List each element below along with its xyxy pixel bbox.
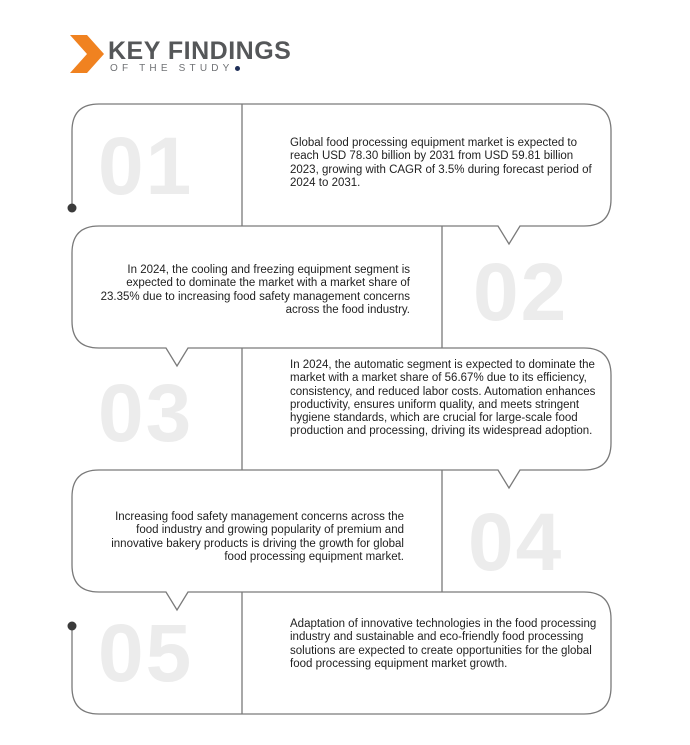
finding-number-04: 04 <box>468 497 564 588</box>
end-dot-icon <box>68 622 77 631</box>
finding-number-03: 03 <box>98 368 194 459</box>
start-dot-icon <box>68 204 77 213</box>
finding-text-02: In 2024, the cooling and freezing equipment segment is expected to dominate the market with a market share of 23.35% due to increasing food safety management concerns across the food industry. <box>100 264 410 316</box>
finding-number-02: 02 <box>473 247 569 338</box>
finding-text-03: In 2024, the automatic segment is expected to dominate the market with a market share of 56.67% due to its efficiency, consistency, and reduced labor costs. Automation enhances productivity, ensures uniform quality, and meets stringent hygiene standards, which are crucial for large-scale food production and processing, driving its widespread adoption. <box>290 359 596 438</box>
finding-text-01: Global food processing equipment market is expected to reach USD 78.30 billion by 2031 from USD 59.81 billion 2023, growing with CAGR of 3.5% during forecast period of 2024 to 2031. <box>290 137 592 189</box>
finding-text-04: Increasing food safety management concerns across the food industry and growing popularity of premium and innovative bakery products is driving the growth for global food processing equipment market. <box>111 511 404 563</box>
finding-number-01: 01 <box>98 121 194 212</box>
page-subtitle: OF THE STUDY <box>110 63 240 75</box>
finding-number-05: 05 <box>98 608 194 699</box>
finding-text-05: Adaptation of innovative technologies in the food processing industry and sustainable and eco-friendly food processing solutions are expected to create opportunities for the global food processing equipment market growth. <box>290 618 597 670</box>
page-title: KEY FINDINGS <box>108 37 292 65</box>
